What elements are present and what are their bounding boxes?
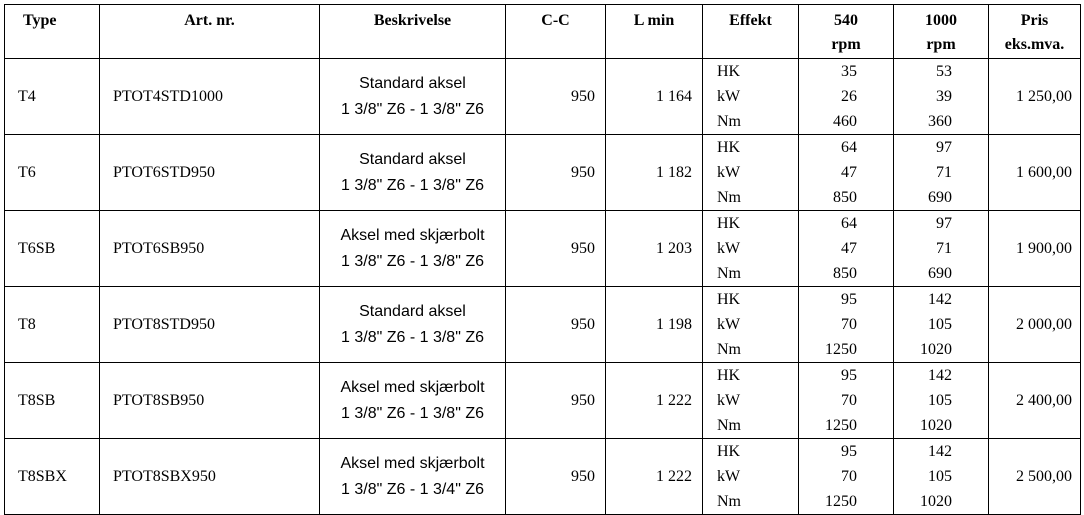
cell-art-nr: PTOT8STD950 [100,287,320,363]
cell-effekt [703,211,799,287]
effekt-unit: kW [717,468,741,485]
description-line2: 1 3/8" Z6 - 1 3/8" Z6 [341,252,484,270]
cell-art-nr: PTOT6SB950 [100,211,320,287]
table-row [5,363,1081,439]
value-1000: 142 [928,367,952,384]
value-1000: 1020 [920,493,952,510]
description-line1: Aksel med skjærbolt [340,454,485,472]
cell-540-rpm [799,363,894,439]
cell-lmin: 1 198 [606,287,703,363]
value-1000: 360 [928,113,952,130]
value-540: 95 [841,443,857,460]
header-1000-line1: 1000 [925,12,957,29]
cell-cc: 950 [506,439,606,515]
cell-lmin: 1 203 [606,211,703,287]
description-line2: 1 3/8" Z6 - 1 3/8" Z6 [341,100,484,118]
description-line2: 1 3/8" Z6 - 1 3/8" Z6 [341,176,484,194]
effekt-unit: HK [717,63,741,80]
value-1000: 690 [928,265,952,282]
cell-cc: 950 [506,59,606,135]
header-row [5,5,1081,59]
value-540: 70 [841,316,857,333]
value-1000: 1020 [920,417,952,434]
cell-description [320,363,506,439]
value-540: 64 [841,215,857,232]
effekt-unit: kW [717,88,741,105]
description-line2: 1 3/8" Z6 - 1 3/8" Z6 [341,404,484,422]
cell-art-nr: PTOT8SB950 [100,363,320,439]
header-540-line1: 540 [834,12,858,29]
table-row [5,287,1081,363]
value-1000: 105 [928,468,952,485]
cell-1000-rpm [894,439,989,515]
cell-1000-rpm [894,211,989,287]
header-price [989,5,1081,59]
cell-price: 2 000,00 [989,287,1081,363]
effekt-unit: Nm [717,113,741,130]
cell-type: T6SB [5,211,100,287]
cell-art-nr: PTOT8SBX950 [100,439,320,515]
cell-description [320,211,506,287]
cell-lmin: 1 164 [606,59,703,135]
value-1000: 1020 [920,341,952,358]
value-540: 70 [841,468,857,485]
value-540: 95 [841,367,857,384]
header-cc: C-C [506,5,606,59]
cell-effekt [703,439,799,515]
cell-description [320,135,506,211]
table-row [5,59,1081,135]
cell-lmin: 1 222 [606,439,703,515]
cell-description [320,59,506,135]
cell-1000-rpm [894,59,989,135]
cell-art-nr: PTOT6STD950 [100,135,320,211]
value-540: 95 [841,291,857,308]
value-1000: 105 [928,316,952,333]
effekt-unit: HK [717,291,741,308]
cell-price: 1 900,00 [989,211,1081,287]
header-540-rpm [799,5,894,59]
value-540: 26 [841,88,857,105]
description-line1: Standard aksel [359,302,466,320]
table-row [5,211,1081,287]
effekt-unit: HK [717,443,741,460]
cell-art-nr: PTOT4STD1000 [100,59,320,135]
value-1000: 53 [936,63,952,80]
effekt-unit: kW [717,240,741,257]
value-1000: 690 [928,189,952,206]
cell-lmin: 1 222 [606,363,703,439]
cell-price: 2 400,00 [989,363,1081,439]
effekt-unit: HK [717,139,741,156]
effekt-unit: Nm [717,493,741,510]
cell-effekt [703,287,799,363]
cell-type: T4 [5,59,100,135]
value-540: 460 [833,113,857,130]
value-540: 47 [841,164,857,181]
value-540: 850 [833,265,857,282]
value-1000: 97 [936,139,952,156]
cell-price: 1 250,00 [989,59,1081,135]
value-540: 1250 [825,417,857,434]
cell-cc: 950 [506,363,606,439]
value-540: 1250 [825,493,857,510]
cell-description [320,439,506,515]
value-1000: 71 [936,240,952,257]
cell-effekt [703,135,799,211]
cell-1000-rpm [894,287,989,363]
description-line1: Aksel med skjærbolt [340,226,485,244]
header-price-line1: Pris [1020,12,1049,29]
header-art-nr: Art. nr. [100,5,320,59]
cell-cc: 950 [506,135,606,211]
cell-type: T8SBX [5,439,100,515]
cell-cc: 950 [506,211,606,287]
description-line1: Aksel med skjærbolt [340,378,485,396]
value-1000: 39 [936,88,952,105]
header-price-line2: eks.mva. [1004,36,1065,53]
header-1000-rpm [894,5,989,59]
effekt-unit: kW [717,164,741,181]
value-540: 35 [841,63,857,80]
cell-540-rpm [799,287,894,363]
cell-effekt [703,59,799,135]
effekt-unit: kW [717,316,741,333]
header-1000-line2: rpm [926,36,956,53]
header-540-line2: rpm [831,36,861,53]
effekt-unit: HK [717,215,741,232]
cell-price: 1 600,00 [989,135,1081,211]
cell-type: T8 [5,287,100,363]
description-line1: Standard aksel [359,74,466,92]
value-540: 850 [833,189,857,206]
cell-type: T8SB [5,363,100,439]
header-effekt: Effekt [703,5,799,59]
cell-description [320,287,506,363]
value-1000: 97 [936,215,952,232]
table-row [5,439,1081,515]
cell-540-rpm [799,135,894,211]
value-540: 64 [841,139,857,156]
cell-price: 2 500,00 [989,439,1081,515]
description-line2: 1 3/8" Z6 - 1 3/8" Z6 [341,328,484,346]
effekt-unit: HK [717,367,741,384]
effekt-unit: kW [717,392,741,409]
effekt-unit: Nm [717,417,741,434]
value-1000: 105 [928,392,952,409]
table-row [5,135,1081,211]
effekt-unit: Nm [717,341,741,358]
value-1000: 71 [936,164,952,181]
cell-lmin: 1 182 [606,135,703,211]
cell-type: T6 [5,135,100,211]
cell-cc: 950 [506,287,606,363]
effekt-unit: Nm [717,265,741,282]
cell-1000-rpm [894,363,989,439]
value-540: 47 [841,240,857,257]
value-540: 70 [841,392,857,409]
cell-1000-rpm [894,135,989,211]
cell-540-rpm [799,211,894,287]
header-lmin: L min [606,5,703,59]
value-540: 1250 [825,341,857,358]
cell-540-rpm [799,439,894,515]
value-1000: 142 [928,291,952,308]
header-type: Type [5,5,100,59]
description-line1: Standard aksel [359,150,466,168]
cell-540-rpm [799,59,894,135]
effekt-unit: Nm [717,189,741,206]
header-description: Beskrivelse [320,5,506,59]
value-1000: 142 [928,443,952,460]
cell-effekt [703,363,799,439]
product-table [4,4,1081,515]
description-line2: 1 3/8" Z6 - 1 3/4" Z6 [341,480,484,498]
